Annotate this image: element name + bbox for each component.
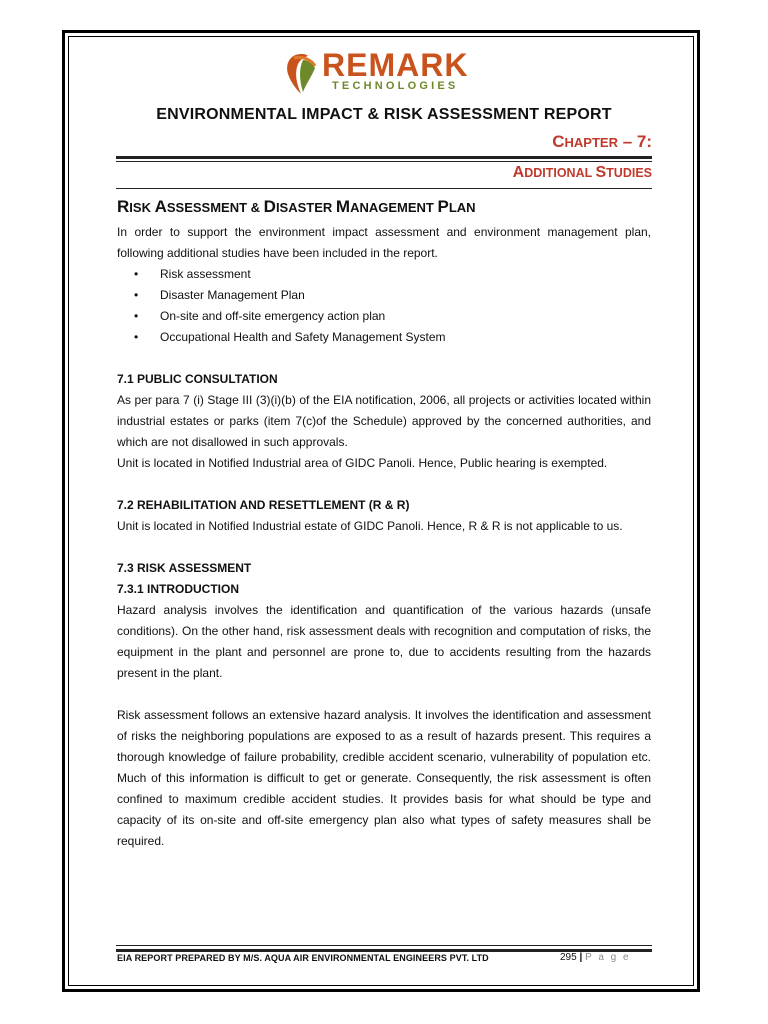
footer-preparer: EIA REPORT PREPARED BY M/S. AQUA AIR ENVIRONMENTAL ENGINEERS PVT. LTD xyxy=(117,953,489,963)
studies-list xyxy=(117,264,651,348)
paragraph-7-3-b: Risk assessment follows an extensive hazard analysis. It involves the identification and assessment of risks the neighboring populations are exposed to as a result of hazards present. This requires a thorough knowledge of failure probability, credible accident scenario, vulnerability of population etc. Much of this information is difficult to get or generate. Consequently, the risk assessment is often confined to maximum credible accident studies. It provides basis for what should be type and capacity of its on-site and off-site emergency plan also what types of safety measures shall be required. xyxy=(117,708,651,848)
list-item: • Disaster Management Plan xyxy=(160,285,651,306)
heading-7-3-1: 7.3.1 INTRODUCTION xyxy=(117,582,240,596)
list-item: • On-site and off-site emergency action plan xyxy=(160,306,651,327)
paragraph-7-2: Unit is located in Notified Industrial estate of GIDC Panoli. Hence, R & R is not applicable to us. xyxy=(117,519,623,533)
list-item: • Occupational Health and Safety Management System xyxy=(160,327,651,348)
list-item: • Risk assessment xyxy=(160,264,651,285)
heading-7-3: 7.3 RISK ASSESSMENT xyxy=(117,561,252,575)
heading-7-2: 7.2 REHABILITATION AND RESETTLEMENT (R & R) xyxy=(117,498,410,512)
logo-subtitle: TECHNOLOGIES xyxy=(332,80,459,92)
subtitle-rule xyxy=(116,188,652,189)
section-title: RISK ASSESSMENT & DISASTER MANAGEMENT PLAN xyxy=(117,197,476,216)
paragraph-7-1-b: Unit is located in Notified Industrial area of GIDC Panoli. Hence, Public hearing is exempted. xyxy=(117,456,608,470)
chapter-heading: CHAPTER – 7: xyxy=(552,132,652,151)
swoosh-emblem-icon xyxy=(282,50,320,96)
header-rule-thick xyxy=(116,156,652,159)
body-content xyxy=(117,222,651,852)
heading-7-1: 7.1 PUBLIC CONSULTATION xyxy=(117,372,278,386)
logo-wordmark: REMARK xyxy=(322,47,469,83)
paragraph-7-1-a: As per para 7 (i) Stage III (3)(i)(b) of the EIA notification, 2006, all projects or activities located within industrial estates or parks (item 7(c)of the Schedule) approved by the concerned authorities, and which are not disallowed in such approvals. xyxy=(117,393,651,449)
footer-page-number: 295 | P a g e xyxy=(560,952,631,963)
paragraph-7-3-a: Hazard analysis involves the identification and quantification of the various hazards (unsafe conditions). On the other hand, risk assessment deals with recognition and computation of risks, the equipment in the plant and personnel are prone to, due to accidents resulting from the hazards present in the plant. xyxy=(117,603,651,680)
header-rule-thin xyxy=(116,161,652,162)
intro-paragraph: In order to support the environment impact assessment and environment management plan, following additional studies have been included in the report. xyxy=(117,225,651,260)
chapter-subtitle: ADDITIONAL STUDIES xyxy=(512,164,652,181)
report-title: ENVIRONMENTAL IMPACT & RISK ASSESSMENT REPORT xyxy=(156,106,612,123)
footer-rule-thin xyxy=(116,945,652,946)
company-logo xyxy=(282,48,492,100)
